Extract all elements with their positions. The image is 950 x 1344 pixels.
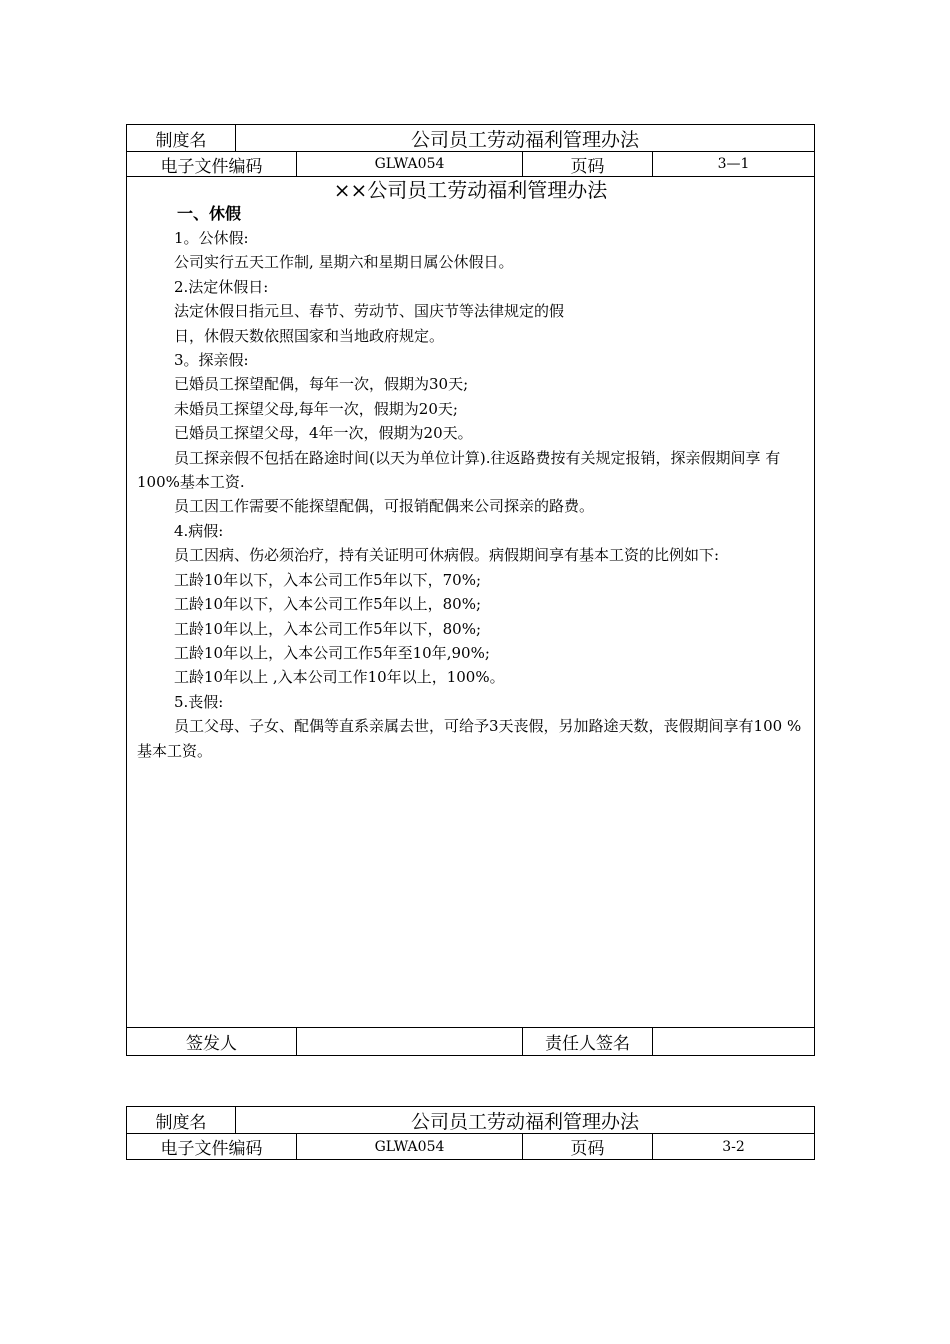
system-name-label: 制度名: [127, 1107, 236, 1133]
header-row-code: [127, 1134, 814, 1159]
paragraph-sick: 员工因病、伤必须治疗，持有关证明可休病假。病假期间享有基本工资的比例如下:: [174, 546, 720, 565]
paragraph-travel: 员工探亲假不包括在路途时间(以天为单位计算).往返路费按有关规定报销，探亲假期间享 有100%基本工资.: [137, 448, 781, 492]
file-code-label: 电子文件编码: [127, 152, 297, 176]
text-line: 已婚员工探望配偶，每年一次，假期为30天;: [174, 375, 469, 394]
paragraph-funeral: 员工父母、子女、配偶等直系亲属去世，可给予3天丧假，另加路途天数，丧假期间享有100 %基本工资。: [137, 717, 802, 760]
text-line-funeral: 5.丧假:: [174, 692, 224, 711]
header-row-title: [127, 125, 814, 152]
document-body: [127, 177, 814, 1028]
text-line: 3。探亲假:: [174, 351, 249, 370]
document-title: ××公司员工劳动福利管理办法: [333, 178, 608, 202]
file-code-label: 电子文件编码: [127, 1134, 297, 1159]
sick-rate-line: 工龄10年以下，入本公司工作5年以上，80%;: [174, 595, 482, 614]
form-page-1: [126, 124, 815, 1056]
text-line: 公司实行五天工作制, 星期六和星期日属公休假日。: [174, 253, 514, 272]
form-page-2: [126, 1106, 815, 1160]
issuer-field[interactable]: [297, 1028, 523, 1055]
issuer-label: 签发人: [127, 1028, 297, 1055]
system-title: 公司员工劳动福利管理办法: [410, 1110, 639, 1133]
sick-rate-line: 工龄10年以上，入本公司工作5年至10年,90%;: [174, 643, 490, 662]
section-heading: 一、休假: [177, 204, 242, 223]
text-line-spouse: 员工因工作需要不能探望配偶，可报销配偶来公司探亲的路费。: [174, 497, 595, 516]
sick-rate-line: 工龄10年以下，入本公司工作5年以下，70%;: [174, 570, 482, 589]
responsible-signature-label: 责任人签名: [523, 1028, 653, 1055]
header-row-code: [127, 152, 814, 177]
text-line: 2.法定休假日:: [174, 277, 269, 296]
body-text: [127, 226, 814, 763]
system-name-label: 制度名: [127, 125, 236, 151]
header-row-title: [127, 1107, 814, 1134]
signature-row: [127, 1028, 814, 1055]
page-value: 3-2: [722, 1138, 745, 1155]
sick-rate-line: 工龄10年以上 ,入本公司工作10年以上，100%。: [174, 668, 505, 687]
system-title: 公司员工劳动福利管理办法: [410, 128, 639, 151]
text-line: 已婚员工探望父母，4年一次，假期为20天。: [174, 424, 473, 443]
text-line: 1。公休假:: [174, 229, 249, 247]
page-value: 3—1: [717, 156, 750, 172]
page-label: 页码: [523, 152, 653, 176]
file-code-value: GLWA054: [297, 1134, 523, 1159]
file-code-value: GLWA054: [297, 152, 523, 176]
text-line: 日，休假天数依照国家和当地政府规定。: [174, 326, 445, 345]
sick-rate-line: 工龄10年以上，入本公司工作5年以下，80%;: [174, 619, 482, 638]
text-line: 法定休假日指元旦、春节、劳动节、国庆节等法律规定的假: [174, 302, 565, 321]
text-line: 未婚员工探望父母,每年一次，假期为20天;: [174, 399, 458, 418]
responsible-signature-field[interactable]: [653, 1028, 814, 1055]
page-label: 页码: [523, 1134, 653, 1159]
text-line-sick: 4.病假:: [174, 521, 224, 540]
